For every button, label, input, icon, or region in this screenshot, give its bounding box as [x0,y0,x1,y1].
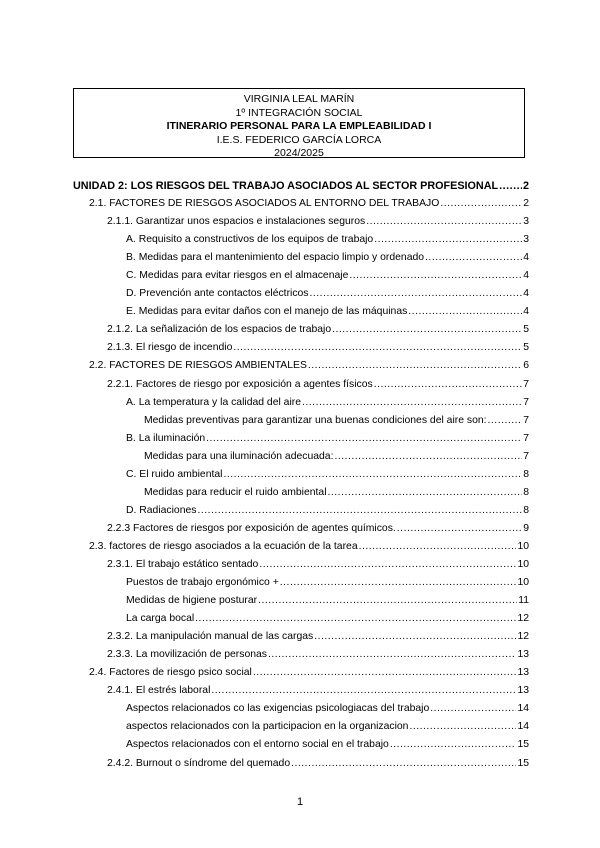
page-number: 1 [296,796,304,808]
toc-entry[interactable] [73,758,529,776]
toc-entry[interactable] [73,360,529,378]
toc-entry[interactable] [73,270,529,288]
dot-leader [374,234,522,245]
toc-entry[interactable] [73,703,529,721]
toc-entry-title: 2.2. FACTORES DE RIESGOS AMBIENTALES [89,360,307,372]
dot-leader [291,758,516,769]
toc-entry-page: 4 [523,288,529,300]
toc-entry-page: 10 [517,540,529,552]
toc-entry-page: 7 [523,450,529,462]
toc-entry[interactable] [73,523,529,541]
toc-entry-title: D. Prevención ante contactos eléctricos [126,288,309,300]
dot-leader [349,270,522,281]
toc-entry[interactable] [73,252,529,270]
toc-entry[interactable] [73,577,529,595]
toc-entry-page: 12 [517,631,529,643]
dot-leader [280,577,517,588]
toc-entry[interactable] [73,216,529,234]
toc-entry-page: 12 [517,613,529,625]
dot-leader [206,433,522,444]
toc-entry-page: 4 [523,252,529,264]
toc-entry-page: 8 [523,468,529,480]
dot-leader [425,252,522,263]
toc-entry-page: 14 [517,703,529,715]
dot-leader [195,613,516,624]
table-of-contents [73,180,529,776]
toc-entry-title: A. La temperatura y la calidad del aire [126,396,302,408]
toc-entry-page: 11 [518,595,529,607]
toc-entry-title: Medidas de higiene posturar [126,595,258,607]
dot-leader [197,505,522,516]
toc-entry[interactable] [73,685,529,703]
toc-entry-page: 13 [517,685,529,697]
toc-entry-title: 2.3.3. La movilización de personas [107,649,267,661]
toc-entry-page: 5 [523,342,529,354]
course-name: 1º INTEGRACIÓN SOCIAL [235,106,363,119]
toc-entry[interactable] [73,721,529,739]
dot-leader [359,541,517,552]
toc-entry-title: Medidas para reducir el ruido ambiental [144,486,327,498]
toc-entry-title: B. La iluminación [126,432,206,444]
toc-entry-title: 2.4. Factores de riesgo psico social [89,667,252,679]
toc-entry[interactable] [73,288,529,306]
toc-entry-page: 7 [523,396,529,408]
toc-entry[interactable] [73,667,529,685]
toc-entry-title: 2.2.3 Factores de riesgos por exposición de agentes químicos. [107,522,396,534]
toc-entry[interactable] [73,234,529,252]
toc-entry-title: E. Medidas para evitar daños con el manejo de las máquinas [126,306,408,318]
toc-entry-page: 8 [523,504,529,516]
toc-entry[interactable] [73,397,529,415]
dot-leader [314,631,516,642]
dot-leader [374,379,523,390]
dot-leader [440,198,522,209]
toc-entry-page: 7 [523,378,529,390]
toc-entry-page: 10 [517,558,529,570]
toc-entry-page: 8 [523,486,529,498]
toc-entry-title: D. Radiaciones [126,504,197,516]
dot-leader [259,559,516,570]
toc-entry-title: Aspectos relacionados con el entorno social en el trabajo [126,739,389,751]
toc-entry-page: 14 [517,721,529,733]
toc-entry[interactable] [73,505,529,523]
toc-entry-page: 6 [523,360,529,372]
toc-entry-title: A. Requisito a constructivos de los equipos de trabajo [126,234,374,246]
toc-entry-page: 5 [523,324,529,336]
cover-box [73,88,525,158]
toc-entry-page: 9 [523,522,529,534]
dot-leader [268,649,516,660]
dot-leader [334,451,522,462]
dot-leader [366,216,522,227]
toc-entry-title: 2.1.3. El riesgo de incendio [107,342,233,354]
dot-leader [488,415,523,426]
toc-entry[interactable] [73,306,529,324]
toc-entry[interactable] [73,487,529,505]
toc-entry[interactable] [73,631,529,649]
toc-entry-page: 4 [523,270,529,282]
toc-entry-title: Aspectos relacionados co las exigencias psicologiacas del trabajo [126,703,430,715]
toc-entry-page: 7 [523,432,529,444]
toc-entry-title: 2.3.1. El trabajo estático sentado [107,558,259,570]
dot-leader [328,487,523,498]
toc-entry-page: 13 [517,649,529,661]
dot-leader [233,342,522,353]
toc-entry-title: 2.3.2. La manipulación manual de las cargas [107,631,314,643]
dot-leader [253,667,517,678]
dot-leader [310,288,523,299]
toc-entry[interactable] [73,342,529,360]
toc-entry[interactable] [73,451,529,469]
toc-entry-title: 2.3. factores de riesgo asociados a la ecuación de la tarea [89,540,358,552]
toc-entry-title: 2.2.1. Factores de riesgo por exposición a agentes físicos [107,378,373,390]
toc-entry-title: 2.4.1. El estrés laboral [107,685,211,697]
toc-entry-page: 7 [523,414,529,426]
toc-entry-title: C. Medidas para evitar riesgos en el almacenaje [126,270,349,282]
toc-entry-page: 15 [517,739,529,751]
dot-leader [499,180,522,192]
toc-entry[interactable] [73,433,529,451]
subject-title: ITINERARIO PERSONAL PARA LA EMPLEABILIDAD I [166,120,432,133]
dot-leader [408,306,522,317]
toc-entry-page: 15 [517,757,529,769]
toc-entry[interactable] [73,541,529,559]
dot-leader [308,360,522,371]
toc-entry-title: Medidas para una iluminación adecuada: [144,450,334,462]
toc-entry-title: C. El ruido ambiental [126,468,223,480]
toc-entry[interactable] [73,198,529,216]
toc-entry[interactable] [73,415,529,433]
toc-entry[interactable] [73,613,529,631]
toc-entry-title: 2.4.2. Burnout o síndrome del quemado [107,757,291,769]
dot-leader [332,324,522,335]
toc-entry-page: 3 [523,216,529,228]
toc-entry-page: 3 [523,234,529,246]
dot-leader [390,739,517,750]
toc-entry[interactable] [73,379,529,397]
toc-entry-title: 2.1.2. La señalización de los espacios de trabajo [107,324,332,336]
toc-entry-title: 2.1.1. Garantizar unos espacios e instalaciones seguros [107,216,366,228]
toc-entry[interactable] [73,595,529,613]
toc-entry-title: Medidas preventivas para garantizar una buenas condiciones del aire son: [144,414,487,426]
toc-entry[interactable] [73,739,529,757]
toc-entry-page: 13 [517,667,529,679]
toc-entry[interactable] [73,559,529,577]
toc-entry-title: aspectos relacionados con la participacion en la organizacion [126,721,409,733]
toc-entry-page: 2 [522,180,529,192]
academic-year: 2024/2025 [274,147,324,160]
dot-leader [409,721,516,732]
toc-entry-page: 4 [523,306,529,318]
dot-leader [302,397,522,408]
author-name: VIRGINIA LEAL MARÍN [243,93,355,105]
toc-entry-title: B. Medidas para el mantenimiento del espacio limpio y ordenado [126,252,425,264]
dot-leader [397,523,522,534]
toc-entry[interactable] [73,324,529,342]
dot-leader [223,469,522,480]
toc-entry[interactable] [73,649,529,667]
toc-entry-title: Puestos de trabajo ergonómico + [126,577,279,589]
toc-entry-title: La carga bocal [126,613,195,625]
dot-leader [430,703,516,714]
toc-entry-page: 10 [517,577,529,589]
toc-entry-page: 2 [523,198,529,210]
toc-entry[interactable] [73,469,529,487]
school-name: I.E.S. FEDERICO GARCÍA LORCA [216,133,382,146]
toc-entry[interactable] [73,180,529,198]
dot-leader [211,685,516,696]
dot-leader [258,595,517,606]
toc-entry-title: 2.1. FACTORES DE RIESGOS ASOCIADOS AL ENTORNO DEL TRABAJO [89,198,440,210]
toc-entry-title: UNIDAD 2: LOS RIESGOS DEL TRABAJO ASOCIADOS AL SECTOR PROFESIONAL [73,180,499,192]
